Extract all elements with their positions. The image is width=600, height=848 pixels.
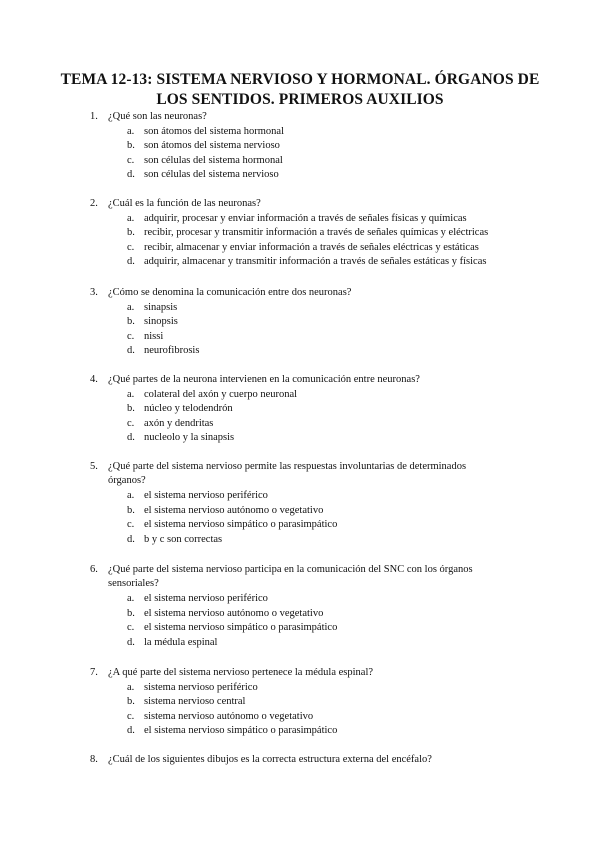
option-text: el sistema nervioso simpático o parasimpático: [144, 519, 338, 530]
question-number: 8.: [90, 754, 98, 765]
option-c: [0, 621, 600, 636]
option-letter: c.: [127, 417, 135, 429]
option-text: son átomos del sistema hormonal: [144, 125, 284, 137]
question-text: ¿Cuál es la función de las neuronas?: [108, 198, 261, 209]
option-letter: d.: [127, 725, 135, 736]
option-text: b y c son correctas: [144, 533, 223, 545]
option-letter: c.: [127, 710, 135, 722]
option-text: axón y dendritas: [144, 417, 214, 429]
option-b: [0, 607, 600, 622]
option-letter: c.: [127, 519, 135, 530]
title-line-1: TEMA 12-13: SISTEMA NERVIOSO Y HORMONAL. ÓRGANOS DE: [60, 71, 540, 88]
option-text: sistema nervioso central: [144, 696, 246, 707]
option-c: [0, 241, 600, 256]
option-text: nucleolo y la sinapsis: [144, 432, 235, 443]
page-title: [60, 70, 540, 110]
question-text: ¿Qué partes de la neurona intervienen en la comunicación entre neuronas?: [108, 374, 420, 385]
option-text: el sistema nervioso autónomo o vegetativo: [144, 504, 324, 516]
option-text: nissi: [144, 330, 164, 342]
option-d: [0, 431, 600, 446]
option-a: [0, 592, 600, 607]
option-c: [0, 330, 600, 345]
question-text: ¿Cómo se denomina la comunicación entre dos neuronas?: [108, 287, 352, 298]
option-letter: b.: [127, 403, 135, 414]
option-letter: c.: [127, 622, 135, 633]
option-letter: c.: [127, 241, 135, 253]
option-text: adquirir, procesar y enviar información a través de señales físicas y químicas: [144, 212, 467, 224]
option-text: adquirir, almacenar y transmitir información a través de señales estáticas y físicas: [144, 256, 487, 267]
option-b: [0, 695, 600, 710]
question-number: 7.: [90, 667, 98, 678]
option-text: el sistema nervioso periférico: [144, 593, 268, 604]
option-letter: b.: [127, 316, 135, 327]
option-a: [0, 388, 600, 403]
option-text: sistema nervioso autónomo o vegetativo: [144, 710, 314, 722]
option-letter: b.: [127, 140, 135, 151]
question-number: 3.: [90, 287, 98, 298]
option-d: [0, 168, 600, 183]
question-text-line-1: ¿Qué parte del sistema nervioso participa en la comunicación del SNC con los órganos: [108, 564, 473, 575]
option-letter: a.: [127, 593, 135, 604]
option-letter: a.: [127, 490, 135, 501]
option-text: son células del sistema nervioso: [144, 169, 279, 180]
option-text: sinopsis: [144, 316, 178, 327]
option-letter: a.: [127, 681, 135, 693]
option-text: son células del sistema hormonal: [144, 154, 283, 166]
option-letter: c.: [127, 330, 135, 342]
option-letter: a.: [127, 125, 135, 137]
option-d: [0, 636, 600, 651]
option-text: son átomos del sistema nervioso: [144, 140, 280, 151]
option-text: el sistema nervioso autónomo o vegetativo: [144, 607, 324, 619]
option-text: el sistema nervioso periférico: [144, 490, 268, 501]
option-letter: d.: [127, 169, 135, 180]
option-letter: a.: [127, 388, 135, 400]
option-d: [0, 344, 600, 359]
option-letter: a.: [127, 212, 135, 224]
option-letter: a.: [127, 301, 135, 313]
option-letter: b.: [127, 227, 135, 238]
option-c: [0, 710, 600, 725]
option-c: [0, 417, 600, 432]
question-text: ¿Cuál de los siguientes dibujos es la correcta estructura externa del encéfalo?: [108, 754, 432, 765]
option-b: [0, 315, 600, 330]
question-text: ¿Qué son las neuronas?: [108, 111, 207, 122]
option-text: colateral del axón y cuerpo neuronal: [144, 388, 298, 400]
option-c: [0, 154, 600, 169]
question-text: ¿A qué parte del sistema nervioso pertenece la médula espinal?: [108, 667, 374, 678]
option-text: recibir, almacenar y enviar información a través de señales eléctricas y estáticas: [144, 241, 479, 253]
option-c: [0, 518, 600, 533]
option-letter: d.: [127, 533, 135, 545]
option-text: neurofibrosis: [144, 345, 200, 356]
option-d: [0, 255, 600, 270]
option-b: [0, 139, 600, 154]
option-text: el sistema nervioso simpático o parasimpático: [144, 725, 338, 736]
option-letter: d.: [127, 345, 135, 356]
option-letter: b.: [127, 504, 135, 516]
question-number: 4.: [90, 374, 98, 385]
option-a: [0, 125, 600, 140]
option-a: [0, 212, 600, 227]
question-number: 2.: [90, 198, 98, 209]
option-a: [0, 681, 600, 696]
option-a: [0, 301, 600, 316]
question-text-line-1: ¿Qué parte del sistema nervioso permite las respuestas involuntarias de determinados: [108, 461, 467, 472]
question-number: 6.: [90, 564, 98, 575]
option-text: sistema nervioso periférico: [144, 681, 258, 693]
question-text-line-2: órganos?: [108, 474, 146, 486]
option-d: [0, 724, 600, 739]
option-text: núcleo y telodendrón: [144, 403, 233, 414]
option-letter: d.: [127, 432, 135, 443]
question-text-line-2: sensoriales?: [108, 577, 159, 589]
option-letter: b.: [127, 696, 135, 707]
option-d: [0, 533, 600, 548]
option-letter: c.: [127, 154, 135, 166]
option-b: [0, 226, 600, 241]
question-number: 1.: [90, 111, 98, 122]
option-a: [0, 489, 600, 504]
option-letter: d.: [127, 636, 135, 648]
option-text: recibir, procesar y transmitir información a través de señales químicas y eléctricas: [144, 227, 489, 238]
option-text: sinapsis: [144, 301, 178, 313]
option-b: [0, 402, 600, 417]
title-line-2: LOS SENTIDOS. PRIMEROS AUXILIOS: [156, 91, 444, 108]
option-b: [0, 504, 600, 519]
option-text: la médula espinal: [144, 636, 218, 648]
option-letter: d.: [127, 256, 135, 267]
option-text: el sistema nervioso simpático o parasimpático: [144, 622, 338, 633]
option-letter: b.: [127, 607, 135, 619]
question-number: 5.: [90, 461, 98, 472]
